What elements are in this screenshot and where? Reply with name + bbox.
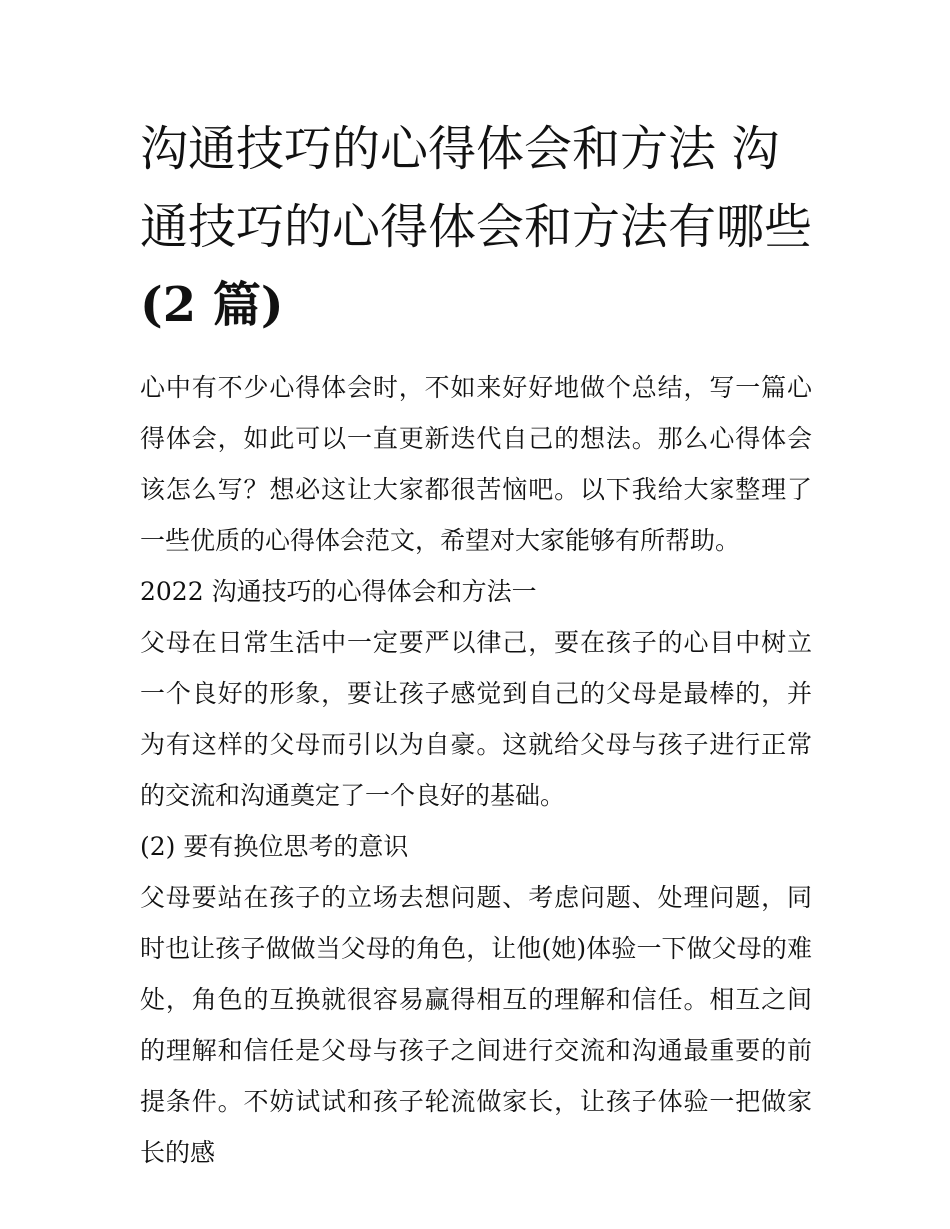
subheading-2: (2) 要有换位思考的意识 xyxy=(140,832,409,861)
document-title xyxy=(140,110,812,344)
body-paragraph-1: 父母在日常生活中一定要严以律己，要在孩子的心目中树立一个良好的形象，要让孩子感觉到自己的父母是最棒的，并为有这样的父母而引以为自豪。这就给父母与孩子进行正常的交流和沟通奠定了一个良好的基础。 xyxy=(140,628,812,810)
section-heading: 2022 沟通技巧的心得体会和方法一 xyxy=(140,577,537,606)
document-page xyxy=(140,110,812,1178)
body-paragraph-2: 父母要站在孩子的立场去想问题、考虑问题、处理问题，同时也让孩子做做当父母的角色，让他(她)体验一下做父母的难处，角色的互换就很容易赢得相互的理解和信任。相互之间的理解和信任是父母与孩子之间进行交流和沟通最重要的前提条件。不妨试试和孩子轮流做家长，让孩子体验一把做家长的感 xyxy=(140,883,812,1167)
title-count-text: (2 篇) xyxy=(140,277,284,333)
intro-paragraph: 心中有不少心得体会时，不如来好好地做个总结，写一篇心得体会，如此可以一直更新迭代自己的想法。那么心得体会该怎么写？想必这让大家都很苦恼吧。以下我给大家整理了一些优质的心得体会范文，希望对大家能够有所帮助。 xyxy=(140,373,812,555)
title-main-text: 沟通技巧的心得体会和方法 沟通技巧的心得体会和方法有哪些 xyxy=(140,121,813,255)
